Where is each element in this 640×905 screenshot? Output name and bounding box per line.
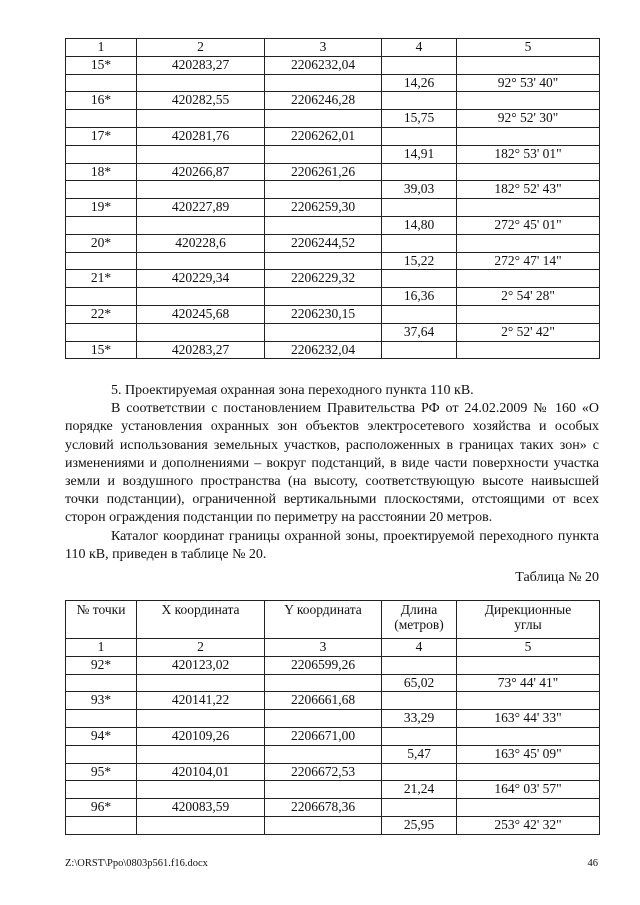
- header-length: Длина (метров): [382, 601, 457, 639]
- cell-angle: 92° 53' 40": [457, 74, 600, 92]
- column-number: 2: [137, 639, 265, 657]
- column-number: 4: [382, 639, 457, 657]
- column-number: 3: [265, 639, 382, 657]
- cell-point: [66, 816, 137, 834]
- table-row: [66, 110, 600, 128]
- cell-y: [265, 74, 382, 92]
- cell-x: [137, 216, 265, 234]
- cell-y: [265, 816, 382, 834]
- cell-length: 15,22: [382, 252, 457, 270]
- paragraph-catalog: Каталог координат границы охранной зоны, проектируемой переходного пункта 110 кВ, приведен в таблице № 20.: [65, 528, 599, 562]
- cell-length: 5,47: [382, 745, 457, 763]
- cell-x: 420228,6: [137, 234, 265, 252]
- cell-x: [137, 816, 265, 834]
- table-row: [66, 710, 600, 728]
- cell-angle: [457, 799, 600, 817]
- table-row: [66, 56, 600, 74]
- cell-y: 2206229,32: [265, 270, 382, 288]
- cell-angle: 2° 52' 42": [457, 323, 600, 341]
- section-text: [65, 382, 599, 564]
- section-heading: 5. Проектируемая охранная зона переходного пункта 110 кВ.: [111, 383, 474, 398]
- cell-y: 2206261,26: [265, 163, 382, 181]
- cell-x: 420245,68: [137, 305, 265, 323]
- cell-x: [137, 110, 265, 128]
- column-numbers-row: [66, 39, 600, 57]
- cell-length: [382, 305, 457, 323]
- cell-length: [382, 127, 457, 145]
- table-row: [66, 181, 600, 199]
- column-number: 5: [457, 639, 600, 657]
- cell-angle: 182° 52' 43": [457, 181, 600, 199]
- cell-length: [382, 56, 457, 74]
- cell-point: 22*: [66, 305, 137, 323]
- cell-length: 65,02: [382, 674, 457, 692]
- cell-point: [66, 216, 137, 234]
- cell-x: 420281,76: [137, 127, 265, 145]
- cell-y: 2206661,68: [265, 692, 382, 710]
- cell-length: 15,75: [382, 110, 457, 128]
- table-row: [66, 252, 600, 270]
- cell-y: [265, 181, 382, 199]
- cell-length: [382, 270, 457, 288]
- cell-angle: [457, 341, 600, 359]
- cell-point: 95*: [66, 763, 137, 781]
- cell-y: 2206232,04: [265, 56, 382, 74]
- cell-point: 94*: [66, 727, 137, 745]
- cell-x: [137, 781, 265, 799]
- footer-file-path: Z:\ORST\Ppo\0803p561.f16.docx: [65, 858, 208, 869]
- cell-angle: 272° 45' 01": [457, 216, 600, 234]
- cell-angle: [457, 163, 600, 181]
- table-row: [66, 692, 600, 710]
- cell-length: [382, 199, 457, 217]
- cell-point: 18*: [66, 163, 137, 181]
- cell-y: 2206232,04: [265, 341, 382, 359]
- cell-length: 25,95: [382, 816, 457, 834]
- table-row: [66, 674, 600, 692]
- table-caption: Таблица № 20: [515, 570, 599, 585]
- cell-y: [265, 110, 382, 128]
- coordinates-table-continued: [65, 38, 600, 359]
- cell-x: 420282,55: [137, 92, 265, 110]
- cell-point: 20*: [66, 234, 137, 252]
- cell-point: [66, 181, 137, 199]
- table-row: [66, 92, 600, 110]
- cell-angle: 92° 52' 30": [457, 110, 600, 128]
- cell-point: [66, 323, 137, 341]
- cell-x: [137, 252, 265, 270]
- table-row: [66, 270, 600, 288]
- cell-y: [265, 145, 382, 163]
- cell-x: [137, 145, 265, 163]
- cell-point: [66, 745, 137, 763]
- cell-length: [382, 763, 457, 781]
- cell-angle: 73° 44' 41": [457, 674, 600, 692]
- header-x: X координата: [137, 601, 265, 639]
- cell-x: [137, 74, 265, 92]
- column-number: 3: [265, 39, 382, 57]
- cell-y: [265, 710, 382, 728]
- table-row: [66, 305, 600, 323]
- cell-angle: 182° 53' 01": [457, 145, 600, 163]
- cell-point: 19*: [66, 199, 137, 217]
- cell-length: [382, 163, 457, 181]
- cell-angle: [457, 305, 600, 323]
- cell-angle: 272° 47' 14": [457, 252, 600, 270]
- cell-x: 420283,27: [137, 341, 265, 359]
- cell-y: [265, 323, 382, 341]
- cell-point: [66, 252, 137, 270]
- cell-point: 21*: [66, 270, 137, 288]
- cell-point: 16*: [66, 92, 137, 110]
- cell-y: [265, 288, 382, 306]
- cell-point: [66, 145, 137, 163]
- cell-angle: [457, 270, 600, 288]
- table-row: [66, 781, 600, 799]
- column-number: 4: [382, 39, 457, 57]
- cell-x: 420109,26: [137, 727, 265, 745]
- cell-angle: [457, 234, 600, 252]
- cell-angle: [457, 692, 600, 710]
- cell-x: [137, 710, 265, 728]
- cell-y: 2206672,53: [265, 763, 382, 781]
- cell-length: [382, 727, 457, 745]
- table-row: [66, 763, 600, 781]
- table-row: [66, 163, 600, 181]
- cell-angle: [457, 127, 600, 145]
- cell-x: 420227,89: [137, 199, 265, 217]
- cell-angle: [457, 92, 600, 110]
- cell-angle: [457, 56, 600, 74]
- cell-point: [66, 288, 137, 306]
- coordinates-table-20: [65, 600, 600, 835]
- cell-angle: 2° 54' 28": [457, 288, 600, 306]
- cell-length: 37,64: [382, 323, 457, 341]
- cell-y: [265, 674, 382, 692]
- cell-y: 2206671,00: [265, 727, 382, 745]
- cell-angle: [457, 656, 600, 674]
- cell-y: 2206244,52: [265, 234, 382, 252]
- header-y: Y координата: [265, 601, 382, 639]
- page-number: 46: [587, 858, 598, 869]
- cell-length: [382, 692, 457, 710]
- cell-angle: 253° 42' 32": [457, 816, 600, 834]
- cell-x: 420123,02: [137, 656, 265, 674]
- cell-length: 33,29: [382, 710, 457, 728]
- column-number: 5: [457, 39, 600, 57]
- cell-length: 21,24: [382, 781, 457, 799]
- column-numbers-row: [66, 639, 600, 657]
- cell-angle: 164° 03' 57": [457, 781, 600, 799]
- cell-y: [265, 216, 382, 234]
- table-row: [66, 799, 600, 817]
- cell-x: 420104,01: [137, 763, 265, 781]
- cell-length: 14,26: [382, 74, 457, 92]
- cell-x: [137, 674, 265, 692]
- cell-length: [382, 234, 457, 252]
- cell-x: [137, 323, 265, 341]
- cell-angle: [457, 763, 600, 781]
- cell-x: 420141,22: [137, 692, 265, 710]
- cell-length: [382, 799, 457, 817]
- cell-point: [66, 74, 137, 92]
- table-row: [66, 199, 600, 217]
- table-row: [66, 341, 600, 359]
- cell-point: 92*: [66, 656, 137, 674]
- cell-point: [66, 674, 137, 692]
- table-row: [66, 127, 600, 145]
- cell-y: 2206599,26: [265, 656, 382, 674]
- cell-x: [137, 745, 265, 763]
- cell-angle: [457, 199, 600, 217]
- column-number: 1: [66, 639, 137, 657]
- table-row: [66, 745, 600, 763]
- cell-angle: 163° 44' 33": [457, 710, 600, 728]
- header-point: № точки: [66, 601, 137, 639]
- table-row: [66, 816, 600, 834]
- table-row: [66, 234, 600, 252]
- cell-y: 2206259,30: [265, 199, 382, 217]
- table-header-row: [66, 601, 600, 639]
- cell-point: 15*: [66, 56, 137, 74]
- cell-y: 2206246,28: [265, 92, 382, 110]
- cell-angle: 163° 45' 09": [457, 745, 600, 763]
- cell-x: [137, 288, 265, 306]
- cell-point: 93*: [66, 692, 137, 710]
- table-row: [66, 656, 600, 674]
- cell-length: [382, 341, 457, 359]
- paragraph-regulation: В соответствии с постановлением Правительства РФ от 24.02.2009 № 160 «О порядке установления охранных зон объектов электросетевого хозяйства и особых условий использования земельных участков, расположенных в границах таких зон» с изменениями и дополнениями – вокруг подстанций, в виде части поверхности участка земли и воздушного пространства (на высоту, соответствующую высоте наивысшей точки подстанции), ограниченной вертикальными плоскостями, отстоящими от всех сторон ограждения подстанции по периметру на расстоянии 20 метров.: [65, 401, 599, 526]
- cell-length: 39,03: [382, 181, 457, 199]
- cell-length: [382, 656, 457, 674]
- cell-point: [66, 710, 137, 728]
- cell-y: [265, 781, 382, 799]
- column-number: 1: [66, 39, 137, 57]
- cell-x: 420283,27: [137, 56, 265, 74]
- table-row: [66, 145, 600, 163]
- cell-x: 420083,59: [137, 799, 265, 817]
- cell-length: [382, 92, 457, 110]
- column-number: 2: [137, 39, 265, 57]
- cell-y: 2206230,15: [265, 305, 382, 323]
- cell-y: [265, 252, 382, 270]
- cell-point: 96*: [66, 799, 137, 817]
- cell-y: 2206262,01: [265, 127, 382, 145]
- cell-x: [137, 181, 265, 199]
- cell-length: 14,91: [382, 145, 457, 163]
- table-row: [66, 288, 600, 306]
- cell-point: [66, 781, 137, 799]
- cell-y: [265, 745, 382, 763]
- cell-length: 16,36: [382, 288, 457, 306]
- cell-x: 420229,34: [137, 270, 265, 288]
- table-row: [66, 323, 600, 341]
- cell-length: 14,80: [382, 216, 457, 234]
- table-row: [66, 216, 600, 234]
- cell-point: 15*: [66, 341, 137, 359]
- cell-angle: [457, 727, 600, 745]
- table-row: [66, 74, 600, 92]
- cell-point: 17*: [66, 127, 137, 145]
- table-row: [66, 727, 600, 745]
- cell-point: [66, 110, 137, 128]
- cell-y: 2206678,36: [265, 799, 382, 817]
- header-angle: Дирекционные углы: [457, 601, 600, 639]
- cell-x: 420266,87: [137, 163, 265, 181]
